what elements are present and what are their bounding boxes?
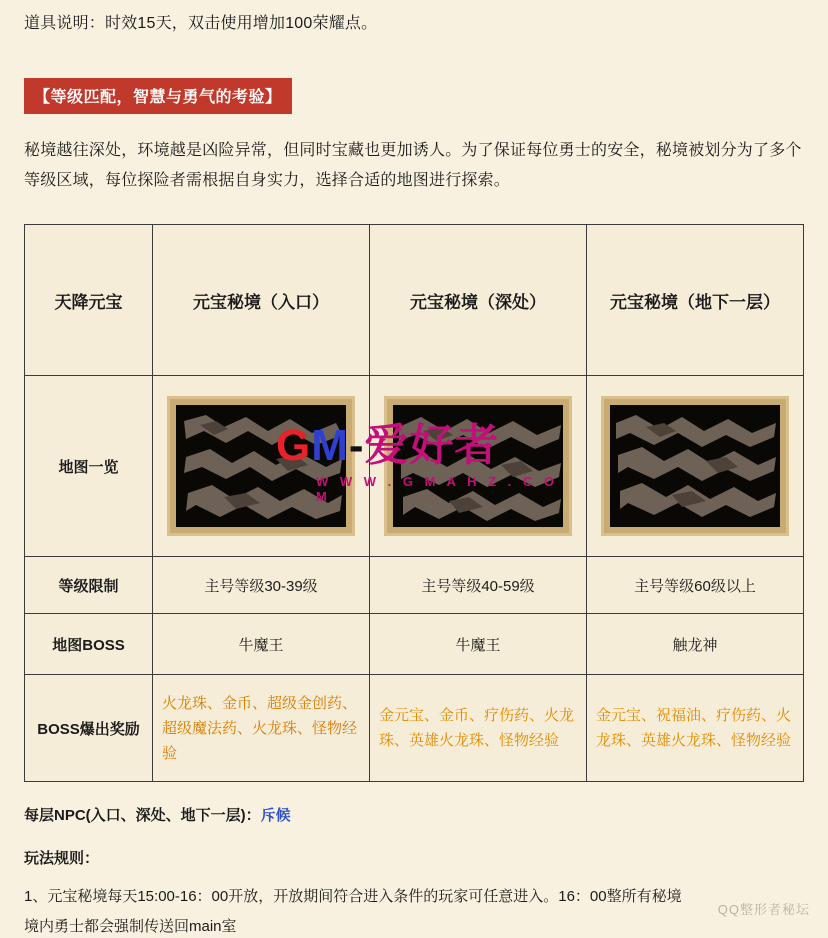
section-paragraph: 秘境越往深处，环境越是凶险异常，但同时宝藏也更加诱人。为了保证每位勇士的安全，秘境被划分为了多个等级区域，每位探险者需根据自身实力，选择合适的地图进行探索。 bbox=[24, 142, 802, 189]
table-row-header bbox=[25, 225, 804, 376]
drop-cell-entrance bbox=[153, 675, 370, 782]
drop-text-entrance: 火龙珠、金币、超级金创药、超级魔法药、火龙珠、怪物经验 bbox=[162, 694, 358, 762]
boss-cell-deep: 牛魔王 bbox=[370, 614, 587, 675]
map-cell-deep bbox=[370, 376, 587, 557]
table-row-drops bbox=[25, 675, 804, 782]
map-preview-deep bbox=[384, 396, 572, 536]
section-banner: 【等级匹配，智慧与勇气的考验】 bbox=[24, 78, 292, 114]
npc-name[interactable]: 斥候 bbox=[260, 807, 291, 824]
boss-cell-entrance: 牛魔王 bbox=[153, 614, 370, 675]
table-header-cell-1: 元宝秘境（入口） bbox=[153, 225, 370, 376]
npc-line bbox=[24, 804, 804, 825]
table-header-cell-0: 天降元宝 bbox=[25, 225, 153, 376]
map-preview-entrance bbox=[167, 396, 355, 536]
row-label-maps: 地图一览 bbox=[25, 376, 153, 557]
drop-text-underground: 金元宝、祝福油、疗伤药、火龙珠、英雄火龙珠、怪物经验 bbox=[596, 707, 792, 749]
map-image-deep bbox=[393, 405, 563, 527]
boss-cell-underground: 触龙神 bbox=[587, 614, 804, 675]
map-graphic-icon bbox=[610, 405, 780, 527]
map-image-entrance bbox=[176, 405, 346, 527]
map-cell-underground bbox=[587, 376, 804, 557]
table-row-boss bbox=[25, 614, 804, 675]
rule-item-1: 1、元宝秘境每天15:00-16：00开放，开放期间符合进入条件的玩家可任意进入。16：00整所有秘境 bbox=[24, 888, 682, 905]
watermark-url: W W W . G M A H Z . C O M bbox=[316, 474, 558, 504]
map-image-underground bbox=[610, 405, 780, 527]
level-cell-deep: 主号等级40-59级 bbox=[370, 557, 587, 614]
watermark-cn-text: 爱好者 bbox=[364, 421, 500, 470]
item-description-line: 道具说明：时效15天，双击使用增加100荣耀点。 bbox=[24, 15, 378, 32]
npc-prefix: 每层NPC(入口、深处、地下一层)： bbox=[24, 807, 261, 824]
map-preview-underground bbox=[601, 396, 789, 536]
row-label-drops: BOSS爆出奖励 bbox=[25, 675, 153, 782]
table-row-maps bbox=[25, 376, 804, 557]
level-cell-entrance: 主号等级30-39级 bbox=[153, 557, 370, 614]
map-graphic-icon bbox=[176, 405, 346, 527]
table-header-cell-3: 元宝秘境（地下一层） bbox=[587, 225, 804, 376]
drop-cell-deep bbox=[370, 675, 587, 782]
map-cell-entrance bbox=[153, 376, 370, 557]
row-label-level: 等级限制 bbox=[25, 557, 153, 614]
table-header-cell-2: 元宝秘境（深处） bbox=[370, 225, 587, 376]
map-tier-table bbox=[24, 224, 804, 782]
rules-title: 玩法规则： bbox=[24, 850, 100, 867]
watermark-letter-g: G bbox=[276, 421, 312, 470]
watermark-letter-m: M bbox=[311, 421, 349, 470]
table-row-level-limit bbox=[25, 557, 804, 614]
watermark-dash: - bbox=[348, 421, 365, 470]
map-graphic-icon bbox=[393, 405, 563, 527]
level-cell-underground: 主号等级60级以上 bbox=[587, 557, 804, 614]
drop-text-deep: 金元宝、金币、疗伤药、火龙珠、英雄火龙珠、怪物经验 bbox=[379, 707, 575, 749]
drop-cell-underground bbox=[587, 675, 804, 782]
corner-watermark: QQ整形者秘坛 bbox=[717, 902, 810, 917]
rule-item-2: 境内勇士都会强制传送回main室 bbox=[24, 918, 237, 935]
row-label-boss: 地图BOSS bbox=[25, 614, 153, 675]
